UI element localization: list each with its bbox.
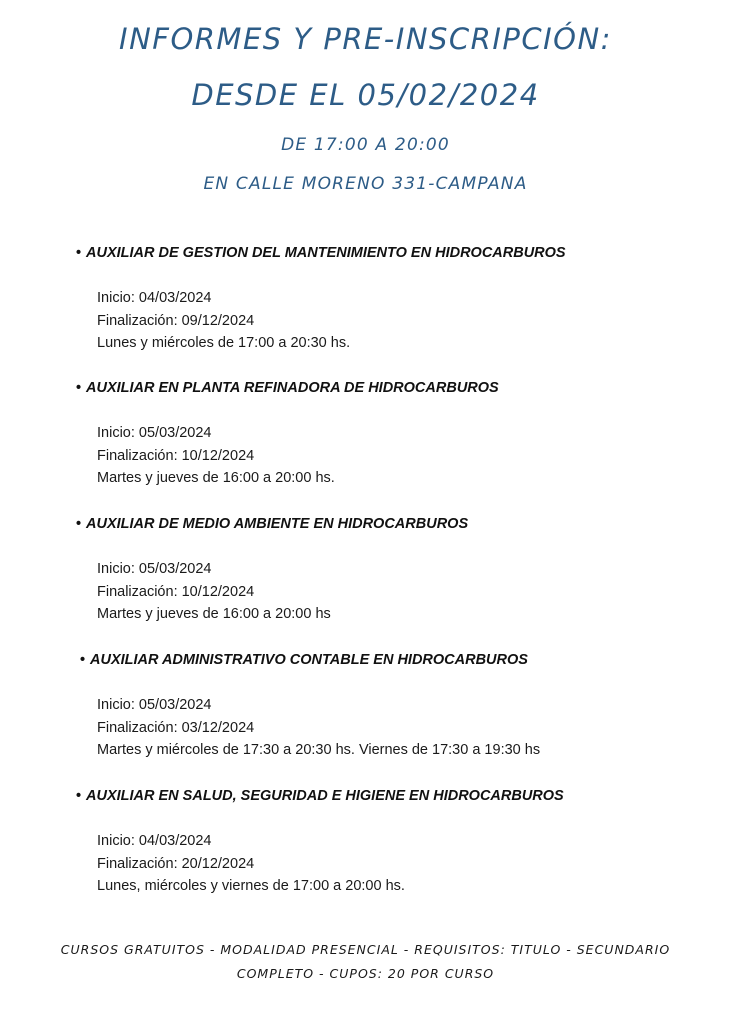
course-start: Inicio: 05/03/2024: [97, 561, 212, 577]
course-title-text: AUXILIAR EN PLANTA REFINADORA DE HIDROCARBUROS: [86, 380, 499, 396]
course-end: Finalización: 10/12/2024: [97, 583, 255, 600]
course-end: Finalización: 03/12/2024: [97, 719, 255, 736]
course-schedule: Lunes y miércoles de 17:00 a 20:30 hs.: [97, 335, 351, 351]
course-title: [76, 514, 696, 534]
course-title: [76, 243, 696, 263]
course-end: Finalización: 10/12/2024: [97, 447, 255, 464]
course-start: Inicio: 04/03/2024: [97, 290, 212, 306]
course-end: Finalización: 09/12/2024: [97, 312, 255, 329]
registration-date: DESDE EL 05/02/2024: [191, 78, 540, 112]
footer-line: CURSOS GRATUITOS - MODALIDAD PRESENCIAL - REQUISITOS: TITULO - SECUNDARIO: [60, 942, 671, 957]
bullet-icon: •: [80, 652, 86, 668]
footer-note: [0, 938, 731, 986]
course-title: [76, 378, 696, 398]
course-start: Inicio: 05/03/2024: [97, 697, 212, 713]
course-start: Inicio: 04/03/2024: [97, 833, 212, 849]
course-title-text: AUXILIAR DE GESTION DEL MANTENIMIENTO EN HIDROCARBUROS: [86, 245, 566, 261]
office-hours: DE 17:00 A 20:00: [281, 135, 450, 155]
bullet-icon: •: [76, 380, 82, 396]
bullet-icon: •: [76, 516, 82, 532]
footer-line: COMPLETO - CUPOS: 20 POR CURSO: [236, 966, 495, 981]
course-end: Finalización: 20/12/2024: [97, 855, 255, 872]
course-schedule: Martes y jueves de 16:00 a 20:00 hs.: [97, 470, 335, 486]
course-details: [97, 830, 696, 898]
address: EN CALLE MORENO 331-CAMPANA: [203, 174, 528, 194]
course-start: Inicio: 05/03/2024: [97, 425, 212, 441]
course-title-text: AUXILIAR DE MEDIO AMBIENTE EN HIDROCARBUROS: [86, 516, 469, 532]
course-details: [97, 287, 696, 355]
course-details: [97, 558, 696, 626]
course-item: [76, 243, 696, 355]
course-item: [76, 378, 696, 490]
bullet-icon: •: [76, 245, 82, 261]
course-title: [76, 786, 696, 806]
course-item: [80, 650, 700, 762]
course-item: [76, 786, 696, 898]
course-details: [97, 694, 700, 762]
course-title-text: AUXILIAR ADMINISTRATIVO CONTABLE EN HIDROCARBUROS: [90, 652, 528, 668]
course-schedule: Lunes, miércoles y viernes de 17:00 a 20:00 hs.: [97, 878, 405, 894]
course-schedule: Martes y miércoles de 17:30 a 20:30 hs. Viernes de 17:30 a 19:30 hs: [97, 742, 541, 758]
page-title: INFORMES Y PRE-INSCRIPCIÓN:: [119, 22, 612, 56]
course-title: [80, 650, 700, 670]
course-schedule: Martes y jueves de 16:00 a 20:00 hs: [97, 606, 331, 622]
bullet-icon: •: [76, 788, 82, 804]
course-title-text: AUXILIAR EN SALUD, SEGURIDAD E HIGIENE EN HIDROCARBUROS: [86, 788, 564, 804]
course-details: [97, 422, 696, 490]
course-item: [76, 514, 696, 626]
